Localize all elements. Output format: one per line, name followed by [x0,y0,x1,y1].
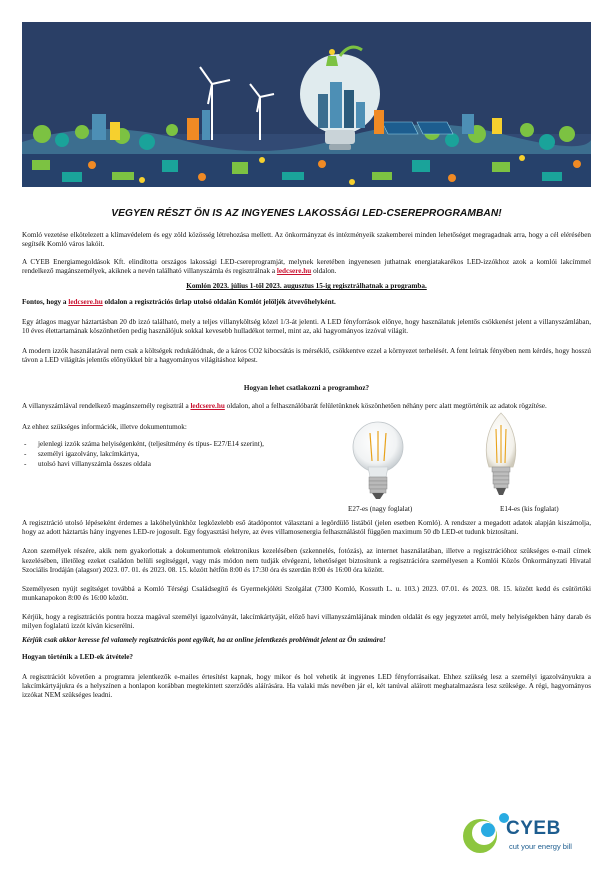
handover-paragraph: A regisztrációt követően a programra jelentkezők e-mailes értesítést kapnak, hogy mikor és hol vehetik át ingyenes LED fényforrásaikat. Ehhez szükség lesz a személyi igazolványukra a lakcímkártyájukra és a helyszínen a honlapon korábban megtekintett szerződés aláírására. Ha valaki más nevében jár el, két tanúval aláírott meghatalmazásra lesz szüksége. A régi, hagyományos izzókat NEM szükséges leadni. [22,673,591,700]
e27-bulb-image [342,417,414,505]
list-item: - utolsó havi villanyszámla összes oldala [22,460,342,470]
e27-bulb-caption: E27-es (nagy foglalat) [348,505,413,514]
personal-help-paragraph: Azon személyek részére, akik nem gyakorlottak a dokumentumok elektronikus kezelésében (szkennelés, fotózás), az internet használatában, illetve a regisztrációhoz szükséges e-mail címek kezelésében, illetőleg ezeket családon belüli segítséggel, vagy más módon nem tudják elvégezni, lehetőséget biztosítunk a regisztrációra személyesen a Komlói Közös Önkormányzati Hivatal Szociális Irodáján (alagsor) 2023. 07. 01. és 2023. 08. 15. között hétfőn 8:00 és 17:30 óra és szerdán 8:00 és 16:00 óra között. [22,547,591,574]
online-note: Kérjük csak akkor keresse fel valamely regisztrációs pont egyikét, ha az online jelentkezés problémát jelent az Ön számára! [22,636,386,645]
modern-bulbs-paragraph: A modern izzók használatával nem csak a költségek redukálódnak, de a káros CO2 kibocsátás is mérséklő, csökkentve ezzel a környezet terhelését. A fent leírtak fényében nem kérdés, hogy hosszú távon a LED világítás jelentős előnyökkel bír a hagyományos világításhoz képest. [22,346,591,364]
document-body [22,200,591,701]
documents-list [22,440,342,469]
list-item: - jelenlegi izzók száma helyiségenként, (teljesítmény és típus- E27/E14 szerint), [22,440,342,450]
how-to-join-heading: Hogyan lehet csatlakozni a programhoz? [243,384,370,393]
intro-paragraph: Komló vezetése elkötelezett a klímavédelem és egy zöld közösség létrehozása mellett. Az önkormányzat és intézményeik szakemberei minden lehetőséget megragadnak arra, hogy a cél elérésében segítsék Komló város lakóit. [22,231,591,249]
important-note-text-end: oldalon a regisztrációs űrlap utolsó oldalán Komlót jelöljék átvevőhelyként. [102,297,336,306]
registration-period: Komlón 2023. július 1-től 2023. augusztus 15-ig regisztrálhatnak a programba. [186,282,427,291]
important-note [22,298,591,307]
ledcsere-link[interactable]: ledcsere.hu [190,402,225,411]
eco-city-illustration [22,22,591,187]
list-item: - személyi igazolvány, lakcímkártya, [22,450,342,460]
documents-section [22,423,591,515]
family-service-paragraph: Személyesen nyújt segítséget továbbá a Komló Térségi Családsegítő és Gyermekjóléti Szolgálat (7300 Komló, Kossuth L. u. 103.) 2023. 07.01. és 2023. 08. 15. között kedd és csütörtöki munkanapokon 8:00 és 16:00 között. [22,584,591,602]
join-text: A villanyszámlával rendelkező magánszemély regisztrál a [22,402,191,411]
cyeb-logo-name: CYEB [506,818,561,839]
page-title: VEGYEN RÉSZT ÖN IS AZ INGYENES LAKOSSÁGI LED-CSEREPROGRAMBAN! [111,208,502,219]
bring-documents-paragraph: Kérjük, hogy a regisztrációs pontra hozza magával személyi igazolványát, lakcímkártyáját, előző havi villanyszámlájának minden oldalát és egy jegyzetet arról, mely helyiségekben hány darab és milyen foglalatú izzót kíván kicserélni. [22,612,591,630]
documents-list-block [22,423,342,469]
ledcsere-link[interactable]: ledcsere.hu [276,267,312,276]
join-text-end: oldalon, ahol a felhasználóbarát felületünknek köszönhetően néhány perc alatt megtörténik az adatok rögzítése. [224,402,547,411]
cyeb-program-text-end: oldalon. [311,267,337,276]
cyeb-logo-tagline: cut your energy bill [509,842,572,851]
last-step-paragraph: A regisztráció utolsó lépéseként érdemes a lakóhelyünkhöz legközelebb eső átadópontot választani a legördülő listából (jelen esetben Komló). A rendszer a megadott adatok alapján kiszámolja, hogy az adott háztartás hány ingyenes LED-re jogosult. Egy fogyasztási helyre, az éves villamosenergia felhasználástól függően maximum 50 db LED-et tudunk biztosítani. [22,519,591,537]
header-banner-illustration [22,22,591,187]
e14-bulb-image [475,409,527,505]
important-note-text: Fontos, hogy a [22,297,69,306]
cyeb-program-text: A CYEB Energiamegoldások Kft. elindította országos lakossági LED-csereprogramját, melynek keretében ingyenesen juthatnak energiatakarékos LED-izzókhoz azok a komlói lakcímmel rendelkező magánszemélyek, akiknek a nevén található villanyszámla és regisztrálnak a [22,258,591,276]
documents-intro: Az ehhez szükséges információk, illetve dokumentumok: [22,423,187,432]
e14-bulb-caption: E14-es (kis foglalat) [500,505,559,514]
ledcsere-link[interactable]: ledcsere.hu [68,297,103,306]
household-paragraph: Egy átlagos magyar háztartásban 20 db izzó található, mely a teljes villanyköltség közel 1/3-át jelenti. A LED fényforrások előnye, hogy használatuk jelentős csökkenést jelent a villanyszámlában, 10 éves élettartamának köszönhetően pedig használójuk sokkal kevesebb hulladékot termel, mint az, aki hagyományos izzóval világít. [22,317,591,335]
cyeb-program-paragraph [22,258,591,276]
handover-heading: Hogyan történik a LED-ek átvétele? [22,653,133,662]
